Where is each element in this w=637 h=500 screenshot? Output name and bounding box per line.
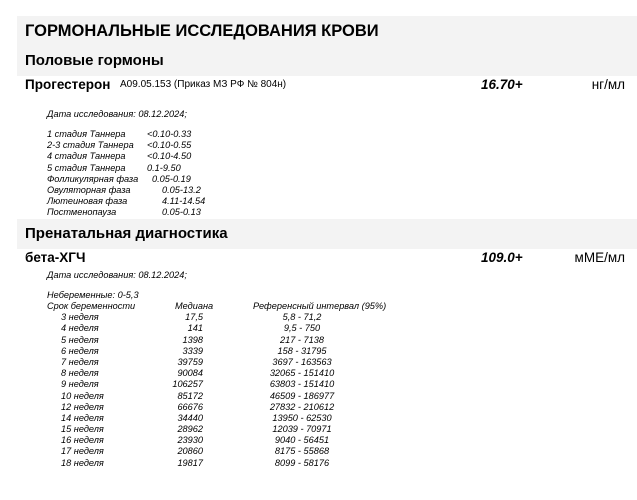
week-range: 27832 - 210612	[269, 401, 335, 412]
ref-label: Лютеиновая фаза	[47, 196, 128, 207]
report-title: ГОРМОНАЛЬНЫЕ ИССЛЕДОВАНИЯ КРОВИ	[17, 16, 637, 46]
week-range: 3697 - 163563	[272, 356, 332, 367]
week-median: 19817	[177, 457, 203, 468]
progesterone-unit: нг/мл	[591, 77, 625, 92]
ref-value: <0.10-4.50	[147, 151, 192, 162]
progesterone-date: Дата исследования: 08.12.2024;	[47, 109, 187, 119]
week-label: 3 неделя	[61, 312, 99, 323]
hcg-row	[25, 250, 625, 270]
ref-label: 2-3 стадия Таннера	[47, 140, 134, 151]
ref-value: 0.05-13.2	[162, 184, 201, 195]
progesterone-name: Прогестерон	[25, 77, 111, 92]
ref-value: 0.1-9.50	[147, 162, 181, 173]
section-sex-hormones: Половые гормоны	[17, 46, 637, 76]
week-median: 90084	[177, 368, 203, 379]
ref-value: <0.10-0.55	[147, 140, 192, 151]
ref-value: <0.10-0.33	[147, 129, 192, 139]
ref-label: 1 стадия Таннера	[47, 129, 126, 139]
week-label: 17 неделя	[61, 446, 104, 457]
ref-value: 0.05-0.19	[152, 173, 191, 184]
ref-value: 4.11-14.54	[162, 196, 206, 207]
week-range: 13950 - 62530	[272, 412, 332, 423]
week-label: 16 неделя	[61, 435, 104, 446]
week-label: 10 неделя	[61, 390, 104, 401]
week-median: 66676	[177, 401, 203, 412]
hcg-name: бета-ХГЧ	[25, 250, 86, 265]
week-range: 5,8 - 71,2	[282, 312, 322, 323]
week-range: 12039 - 70971	[272, 424, 332, 435]
week-median: 106257	[172, 379, 203, 390]
week-label: 5 неделя	[61, 334, 99, 345]
week-label: 12 неделя	[61, 401, 104, 412]
week-range: 9,5 - 750	[283, 323, 321, 334]
week-range: 9040 - 56451	[274, 435, 330, 446]
ref-label: Овуляторная фаза	[47, 184, 131, 195]
ref-label: Постменопауза	[47, 207, 117, 218]
col-term-header: Срок беременности	[47, 301, 136, 311]
week-median: 141	[187, 323, 203, 334]
hcg-nonpregnant: Небеременные: 0-5,3	[47, 290, 139, 300]
week-label: 6 неделя	[61, 345, 99, 356]
week-range: 32065 - 151410	[269, 368, 335, 379]
week-label: 9 неделя	[61, 379, 99, 390]
progesterone-row	[25, 77, 625, 97]
progesterone-code: A09.05.153 (Приказ МЗ РФ № 804н)	[120, 79, 287, 90]
week-label: 18 неделя	[61, 457, 104, 468]
week-median: 17,5	[185, 312, 203, 323]
week-median: 1398	[182, 334, 203, 345]
col-range-header: Референсный интервал (95%)	[253, 301, 387, 311]
week-range: 46509 - 186977	[269, 390, 335, 401]
week-label: 8 неделя	[61, 368, 99, 379]
ref-label: 5 стадия Таннера	[47, 162, 126, 173]
hcg-date: Дата исследования: 08.12.2024;	[47, 270, 187, 280]
week-median: 34440	[177, 412, 203, 423]
week-label: 4 неделя	[61, 323, 99, 334]
col-median-header: Медиана	[175, 301, 214, 311]
ref-label: 4 стадия Таннера	[47, 151, 126, 162]
ref-label: Фолликулярная фаза	[47, 173, 139, 184]
week-median: 3339	[182, 345, 203, 356]
hcg-unit: мМЕ/мл	[574, 250, 625, 265]
week-range: 8175 - 55868	[274, 446, 330, 457]
week-label: 7 неделя	[61, 356, 99, 367]
week-range: 217 - 7138	[280, 334, 324, 345]
week-median: 39759	[177, 356, 203, 367]
week-range: 63803 - 151410	[269, 379, 335, 390]
week-range: 8099 - 58176	[274, 457, 330, 468]
week-median: 23930	[177, 435, 203, 446]
week-label: 14 неделя	[61, 412, 104, 423]
week-median: 20860	[177, 446, 203, 457]
ref-value: 0.05-0.13	[162, 207, 201, 218]
week-label: 15 неделя	[61, 424, 104, 435]
week-range: 158 - 31795	[277, 345, 327, 356]
week-median: 28962	[177, 424, 203, 435]
progesterone-value: 16.70+	[481, 77, 523, 92]
hcg-value: 109.0+	[481, 250, 523, 265]
section-prenatal: Пренатальная диагностика	[17, 219, 637, 249]
week-median: 85172	[177, 390, 203, 401]
